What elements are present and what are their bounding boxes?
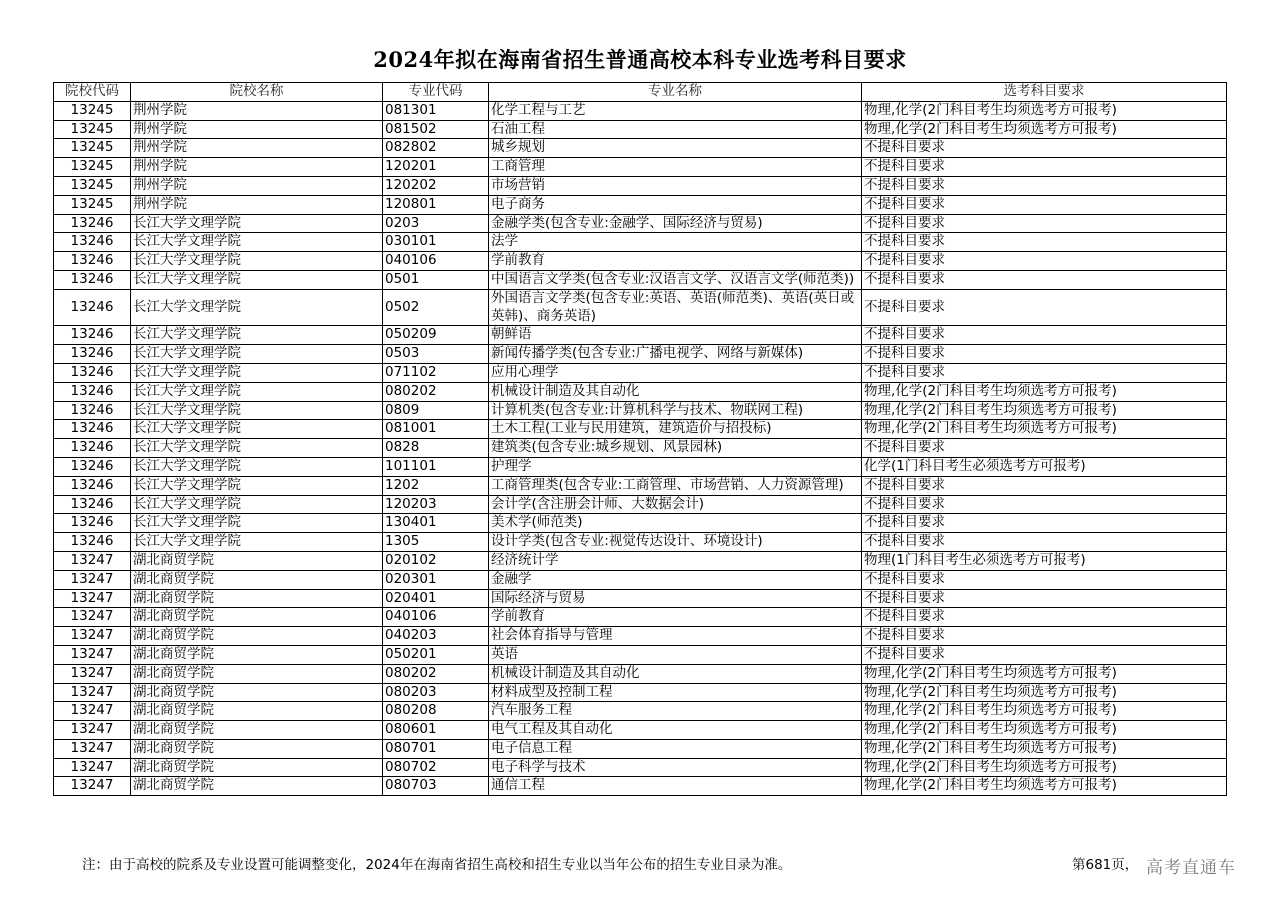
school-name-cell: 长江大学文理学院 — [131, 233, 383, 252]
major-code-cell: 101101 — [383, 457, 489, 476]
major-name-cell: 朝鲜语 — [489, 326, 862, 345]
table-row — [54, 589, 1227, 608]
major-name-cell: 电子信息工程 — [489, 739, 862, 758]
major-name-cell: 金融学 — [489, 570, 862, 589]
table-row — [54, 777, 1227, 796]
school-name-cell: 长江大学文理学院 — [131, 495, 383, 514]
subject-requirement-cell: 不提科目要求 — [862, 495, 1227, 514]
school-code-cell: 13246 — [54, 420, 131, 439]
table-row — [54, 627, 1227, 646]
major-code-cell: 040203 — [383, 627, 489, 646]
major-code-cell: 120202 — [383, 176, 489, 195]
school-code-cell: 13246 — [54, 363, 131, 382]
table-row — [54, 195, 1227, 214]
header-major-name: 专业名称 — [489, 83, 862, 102]
table-row — [54, 270, 1227, 289]
school-code-cell: 13247 — [54, 777, 131, 796]
major-code-cell: 120801 — [383, 195, 489, 214]
major-code-cell: 081301 — [383, 101, 489, 120]
school-name-cell: 长江大学文理学院 — [131, 439, 383, 458]
school-name-cell: 荆州学院 — [131, 139, 383, 158]
major-name-cell: 城乡规划 — [489, 139, 862, 158]
major-code-cell: 080202 — [383, 382, 489, 401]
major-name-cell: 护理学 — [489, 457, 862, 476]
major-name-cell: 社会体育指导与管理 — [489, 627, 862, 646]
table-row — [54, 326, 1227, 345]
school-name-cell: 长江大学文理学院 — [131, 420, 383, 439]
header-subject-requirement: 选考科目要求 — [862, 83, 1227, 102]
major-name-cell: 机械设计制造及其自动化 — [489, 382, 862, 401]
table-row — [54, 702, 1227, 721]
major-code-cell: 0809 — [383, 401, 489, 420]
school-name-cell: 荆州学院 — [131, 101, 383, 120]
major-name-cell: 通信工程 — [489, 777, 862, 796]
school-code-cell: 13247 — [54, 702, 131, 721]
school-code-cell: 13246 — [54, 345, 131, 364]
school-name-cell: 长江大学文理学院 — [131, 382, 383, 401]
school-code-cell: 13245 — [54, 120, 131, 139]
major-code-cell: 081502 — [383, 120, 489, 139]
school-code-cell: 13247 — [54, 683, 131, 702]
school-name-cell: 湖北商贸学院 — [131, 551, 383, 570]
school-code-cell: 13246 — [54, 270, 131, 289]
major-name-cell: 工商管理 — [489, 158, 862, 177]
school-code-cell: 13245 — [54, 176, 131, 195]
school-name-cell: 湖北商贸学院 — [131, 683, 383, 702]
school-code-cell: 13246 — [54, 214, 131, 233]
table-row — [54, 176, 1227, 195]
school-name-cell: 湖北商贸学院 — [131, 664, 383, 683]
school-name-cell: 荆州学院 — [131, 120, 383, 139]
footnote: 注：由于高校的院系及专业设置可能调整变化，2024年在海南省招生高校和招生专业以当年公布的招生专业目录为准。 — [82, 857, 792, 873]
subject-requirement-cell: 不提科目要求 — [862, 214, 1227, 233]
major-name-cell: 国际经济与贸易 — [489, 589, 862, 608]
school-code-cell: 13246 — [54, 495, 131, 514]
table-row — [54, 739, 1227, 758]
major-code-cell: 080703 — [383, 777, 489, 796]
major-name-cell: 英语 — [489, 645, 862, 664]
school-name-cell: 长江大学文理学院 — [131, 363, 383, 382]
major-code-cell: 050209 — [383, 326, 489, 345]
major-name-cell: 计算机类(包含专业:计算机科学与技术、物联网工程) — [489, 401, 862, 420]
school-code-cell: 13247 — [54, 589, 131, 608]
school-name-cell: 长江大学文理学院 — [131, 401, 383, 420]
subject-requirement-cell: 不提科目要求 — [862, 627, 1227, 646]
major-code-cell: 130401 — [383, 514, 489, 533]
major-name-cell: 电子商务 — [489, 195, 862, 214]
school-name-cell: 湖北商贸学院 — [131, 702, 383, 721]
school-name-cell: 长江大学文理学院 — [131, 533, 383, 552]
table-row — [54, 101, 1227, 120]
major-code-cell: 1305 — [383, 533, 489, 552]
school-name-cell: 湖北商贸学院 — [131, 608, 383, 627]
table-row — [54, 120, 1227, 139]
major-code-cell: 080208 — [383, 702, 489, 721]
school-code-cell: 13246 — [54, 514, 131, 533]
school-name-cell: 长江大学文理学院 — [131, 214, 383, 233]
major-code-cell: 0203 — [383, 214, 489, 233]
school-name-cell: 长江大学文理学院 — [131, 270, 383, 289]
major-code-cell: 071102 — [383, 363, 489, 382]
school-code-cell: 13246 — [54, 289, 131, 326]
table-row — [54, 289, 1227, 326]
major-name-cell: 学前教育 — [489, 252, 862, 271]
school-name-cell: 长江大学文理学院 — [131, 326, 383, 345]
major-name-cell: 金融学类(包含专业:金融学、国际经济与贸易) — [489, 214, 862, 233]
table-row — [54, 514, 1227, 533]
major-code-cell: 040106 — [383, 608, 489, 627]
school-code-cell: 13246 — [54, 476, 131, 495]
header-school-code: 院校代码 — [54, 83, 131, 102]
school-code-cell: 13247 — [54, 758, 131, 777]
table-row — [54, 683, 1227, 702]
subject-requirement-cell: 不提科目要求 — [862, 589, 1227, 608]
school-code-cell: 13247 — [54, 608, 131, 627]
major-code-cell: 080702 — [383, 758, 489, 777]
page-title: 2024年拟在海南省招生普通高校本科专业选考科目要求 — [373, 47, 907, 72]
major-name-cell: 土木工程(工业与民用建筑，建筑造价与招投标) — [489, 420, 862, 439]
school-code-cell: 13247 — [54, 645, 131, 664]
major-name-cell: 中国语言文学类(包含专业:汉语言文学、汉语言文学(师范类)) — [489, 270, 862, 289]
subject-requirement-cell: 物理,化学(2门科目考生均须选考方可报考) — [862, 721, 1227, 740]
watermark: 高考直通车 — [1146, 858, 1236, 878]
subject-requirement-cell: 不提科目要求 — [862, 533, 1227, 552]
subject-requirement-cell: 不提科目要求 — [862, 326, 1227, 345]
school-name-cell: 湖北商贸学院 — [131, 739, 383, 758]
school-name-cell: 湖北商贸学院 — [131, 627, 383, 646]
subject-requirement-cell: 物理,化学(2门科目考生均须选考方可报考) — [862, 401, 1227, 420]
school-name-cell: 长江大学文理学院 — [131, 289, 383, 326]
table-row — [54, 158, 1227, 177]
table-row — [54, 214, 1227, 233]
school-code-cell: 13247 — [54, 551, 131, 570]
major-name-cell: 石油工程 — [489, 120, 862, 139]
table-row — [54, 420, 1227, 439]
school-name-cell: 长江大学文理学院 — [131, 345, 383, 364]
subject-requirement-cell: 不提科目要求 — [862, 608, 1227, 627]
subject-requirement-cell: 物理,化学(2门科目考生均须选考方可报考) — [862, 382, 1227, 401]
school-code-cell: 13246 — [54, 439, 131, 458]
school-code-cell: 13247 — [54, 627, 131, 646]
table-row — [54, 476, 1227, 495]
major-name-cell: 汽车服务工程 — [489, 702, 862, 721]
school-name-cell: 长江大学文理学院 — [131, 476, 383, 495]
school-code-cell: 13246 — [54, 326, 131, 345]
table-row — [54, 608, 1227, 627]
table-row — [54, 439, 1227, 458]
school-code-cell: 13246 — [54, 401, 131, 420]
subject-requirement-cell: 物理,化学(2门科目考生均须选考方可报考) — [862, 758, 1227, 777]
subject-requirement-cell: 物理,化学(2门科目考生均须选考方可报考) — [862, 120, 1227, 139]
subject-requirement-cell: 不提科目要求 — [862, 645, 1227, 664]
major-code-cell: 0502 — [383, 289, 489, 326]
major-name-cell: 电气工程及其自动化 — [489, 721, 862, 740]
subject-requirement-cell: 不提科目要求 — [862, 195, 1227, 214]
school-code-cell: 13246 — [54, 457, 131, 476]
subject-requirement-cell: 不提科目要求 — [862, 252, 1227, 271]
table-row — [54, 721, 1227, 740]
subject-requirement-cell: 物理,化学(2门科目考生均须选考方可报考) — [862, 777, 1227, 796]
major-name-cell: 市场营销 — [489, 176, 862, 195]
subject-requirement-cell: 物理,化学(2门科目考生均须选考方可报考) — [862, 683, 1227, 702]
subject-requirement-cell: 不提科目要求 — [862, 289, 1227, 326]
table-row — [54, 664, 1227, 683]
table-row — [54, 139, 1227, 158]
table-row — [54, 533, 1227, 552]
table-row — [54, 233, 1227, 252]
subject-requirement-cell: 物理(1门科目考生必须选考方可报考) — [862, 551, 1227, 570]
major-code-cell: 120203 — [383, 495, 489, 514]
subject-requirement-cell: 物理,化学(2门科目考生均须选考方可报考) — [862, 702, 1227, 721]
school-code-cell: 13245 — [54, 101, 131, 120]
subject-requirement-cell: 不提科目要求 — [862, 570, 1227, 589]
school-name-cell: 长江大学文理学院 — [131, 514, 383, 533]
subject-requirement-cell: 不提科目要求 — [862, 233, 1227, 252]
table-row — [54, 363, 1227, 382]
major-code-cell: 030101 — [383, 233, 489, 252]
subject-requirement-cell: 不提科目要求 — [862, 158, 1227, 177]
table-row — [54, 570, 1227, 589]
major-code-cell: 080202 — [383, 664, 489, 683]
school-code-cell: 13247 — [54, 570, 131, 589]
school-code-cell: 13246 — [54, 252, 131, 271]
subject-requirement-cell: 不提科目要求 — [862, 476, 1227, 495]
table-row — [54, 401, 1227, 420]
major-code-cell: 082802 — [383, 139, 489, 158]
school-name-cell: 荆州学院 — [131, 158, 383, 177]
major-name-cell: 法学 — [489, 233, 862, 252]
subject-requirement-cell: 不提科目要求 — [862, 439, 1227, 458]
school-code-cell: 13245 — [54, 139, 131, 158]
major-name-cell: 设计学类(包含专业:视觉传达设计、环境设计) — [489, 533, 862, 552]
major-name-cell: 经济统计学 — [489, 551, 862, 570]
major-code-cell: 020301 — [383, 570, 489, 589]
subject-requirement-cell: 不提科目要求 — [862, 363, 1227, 382]
major-code-cell: 080601 — [383, 721, 489, 740]
major-code-cell: 1202 — [383, 476, 489, 495]
major-name-cell: 学前教育 — [489, 608, 862, 627]
school-code-cell: 13246 — [54, 382, 131, 401]
table-row — [54, 495, 1227, 514]
table-row — [54, 345, 1227, 364]
table-row — [54, 758, 1227, 777]
table-header-row — [54, 83, 1227, 102]
subject-requirement-cell: 不提科目要求 — [862, 176, 1227, 195]
major-name-cell: 机械设计制造及其自动化 — [489, 664, 862, 683]
subject-requirements-table — [53, 82, 1227, 796]
major-code-cell: 120201 — [383, 158, 489, 177]
major-code-cell: 020401 — [383, 589, 489, 608]
school-code-cell: 13245 — [54, 195, 131, 214]
major-name-cell: 外国语言文学类(包含专业:英语、英语(师范类)、英语(英日或英韩)、商务英语) — [489, 289, 862, 326]
major-name-cell: 新闻传播学类(包含专业:广播电视学、网络与新媒体) — [489, 345, 862, 364]
subject-requirement-cell: 不提科目要求 — [862, 270, 1227, 289]
school-name-cell: 长江大学文理学院 — [131, 457, 383, 476]
table-row — [54, 457, 1227, 476]
major-code-cell: 0828 — [383, 439, 489, 458]
subject-requirement-cell: 不提科目要求 — [862, 514, 1227, 533]
subject-requirement-cell: 不提科目要求 — [862, 139, 1227, 158]
major-name-cell: 美术学(师范类) — [489, 514, 862, 533]
major-code-cell: 080701 — [383, 739, 489, 758]
subject-requirement-cell: 不提科目要求 — [862, 345, 1227, 364]
major-code-cell: 040106 — [383, 252, 489, 271]
major-name-cell: 化学工程与工艺 — [489, 101, 862, 120]
table-body — [54, 101, 1227, 795]
table-row — [54, 551, 1227, 570]
header-school-name: 院校名称 — [131, 83, 383, 102]
subject-requirement-cell: 物理,化学(2门科目考生均须选考方可报考) — [862, 739, 1227, 758]
table-row — [54, 382, 1227, 401]
school-name-cell: 湖北商贸学院 — [131, 645, 383, 664]
school-name-cell: 湖北商贸学院 — [131, 777, 383, 796]
major-code-cell: 020102 — [383, 551, 489, 570]
school-name-cell: 湖北商贸学院 — [131, 570, 383, 589]
major-code-cell: 0501 — [383, 270, 489, 289]
major-code-cell: 050201 — [383, 645, 489, 664]
major-name-cell: 工商管理类(包含专业:工商管理、市场营销、人力资源管理) — [489, 476, 862, 495]
school-name-cell: 荆州学院 — [131, 176, 383, 195]
major-name-cell: 会计学(含注册会计师、大数据会计) — [489, 495, 862, 514]
school-code-cell: 13246 — [54, 533, 131, 552]
table-row — [54, 252, 1227, 271]
major-code-cell: 0503 — [383, 345, 489, 364]
table-row — [54, 645, 1227, 664]
header-major-code: 专业代码 — [383, 83, 489, 102]
school-code-cell: 13247 — [54, 664, 131, 683]
subject-requirement-cell: 物理,化学(2门科目考生均须选考方可报考) — [862, 664, 1227, 683]
major-code-cell: 080203 — [383, 683, 489, 702]
major-name-cell: 建筑类(包含专业:城乡规划、风景园林) — [489, 439, 862, 458]
school-name-cell: 湖北商贸学院 — [131, 721, 383, 740]
major-code-cell: 081001 — [383, 420, 489, 439]
school-name-cell: 荆州学院 — [131, 195, 383, 214]
school-name-cell: 湖北商贸学院 — [131, 589, 383, 608]
school-code-cell: 13246 — [54, 233, 131, 252]
school-code-cell: 13245 — [54, 158, 131, 177]
subject-requirement-cell: 化学(1门科目考生必须选考方可报考) — [862, 457, 1227, 476]
school-name-cell: 长江大学文理学院 — [131, 252, 383, 271]
school-code-cell: 13247 — [54, 721, 131, 740]
page-number: 第681页， — [1072, 857, 1139, 873]
major-name-cell: 电子科学与技术 — [489, 758, 862, 777]
school-code-cell: 13247 — [54, 739, 131, 758]
school-name-cell: 湖北商贸学院 — [131, 758, 383, 777]
subject-requirement-cell: 物理,化学(2门科目考生均须选考方可报考) — [862, 420, 1227, 439]
major-name-cell: 材料成型及控制工程 — [489, 683, 862, 702]
major-name-cell: 应用心理学 — [489, 363, 862, 382]
subject-requirement-cell: 物理,化学(2门科目考生均须选考方可报考) — [862, 101, 1227, 120]
